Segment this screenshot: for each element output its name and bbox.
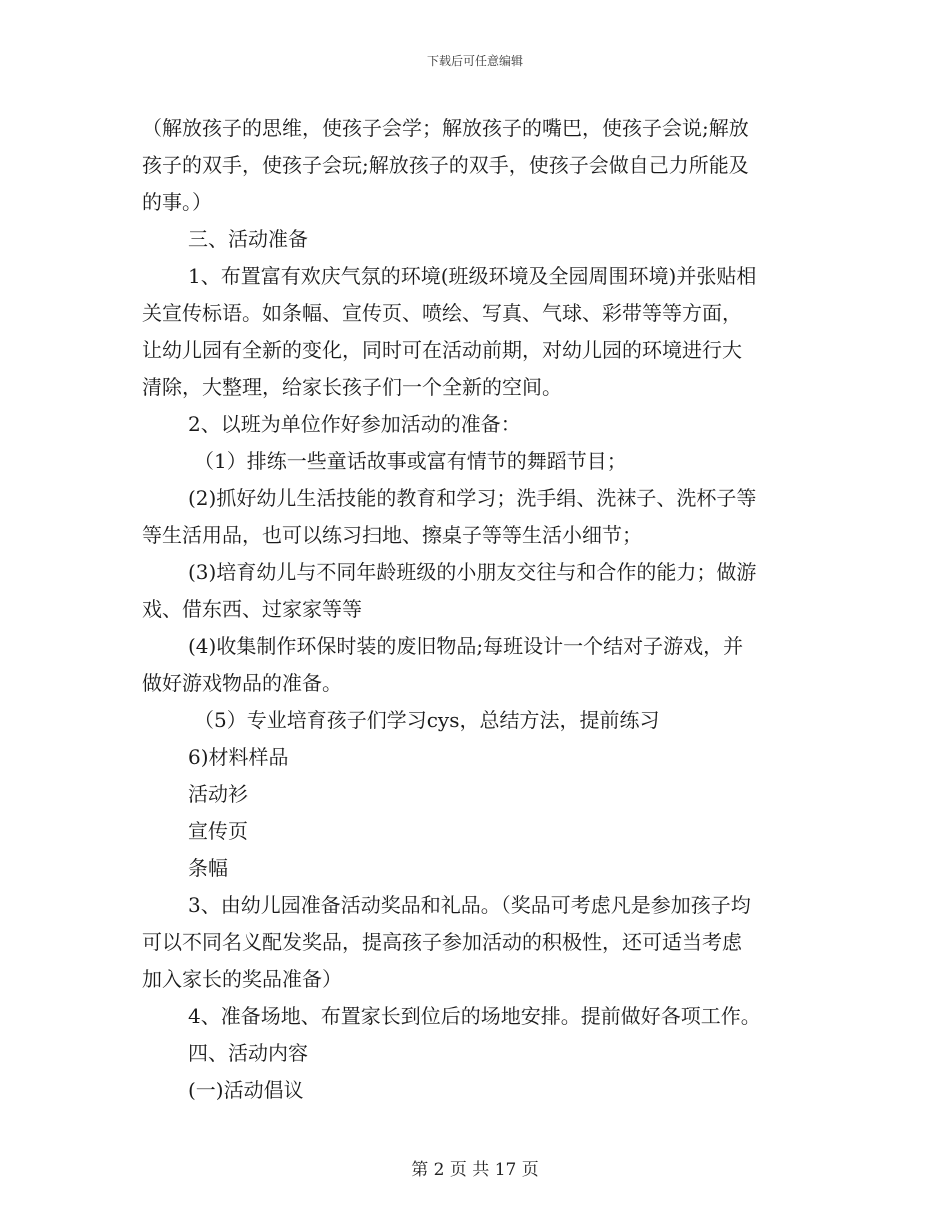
text-line: 让幼儿园有全新的变化，同时可在活动前期，对幼儿园的环境进行大 (142, 338, 742, 362)
text-line: 孩子的双手，使孩子会玩;解放孩子的双手，使孩子会做自己力所能及 (142, 153, 749, 177)
list-item: (4)收集制作环保时装的废旧物品;每班设计一个结对子游戏，并 (188, 634, 744, 658)
material-item: 条幅 (188, 856, 228, 880)
text-line: 清除，大整理，给家长孩子们一个全新的空间。 (142, 375, 562, 399)
material-item: 活动衫 (188, 782, 248, 806)
text-line: 关宣传标语。如条幅、宣传页、喷绘、写真、气球、彩带等等方面， (142, 301, 742, 325)
text-line: （解放孩子的思维，使孩子会学；解放孩子的嘴巴，使孩子会说;解放 (142, 116, 749, 140)
text-line: 1、布置富有欢庆气氛的环境(班级环境及全园周围环境)并张贴相 (188, 264, 757, 288)
page-footer: 第 2 页 共 17 页 (411, 1160, 539, 1180)
document-body (142, 110, 812, 1109)
text-line: 的事。） (142, 190, 212, 214)
list-item: （5）专业培育孩子们学习cys，总结方法，提前练习 (194, 708, 660, 732)
text-line: 可以不同名义配发奖品，提高孩子参加活动的积极性，还可适当考虑 (142, 930, 742, 954)
text-line: 4、准备场地、布置家长到位后的场地安排。提前做好各项工作。 (188, 1004, 761, 1028)
text-line: 做好游戏物品的准备。 (142, 671, 342, 695)
list-item: (3)培育幼儿与不同年龄班级的小朋友交往与和合作的能力；做游 (188, 560, 757, 584)
text-line: 3、由幼儿园准备活动奖品和礼品。（奖品可考虑凡是参加孩子均 (188, 893, 751, 917)
list-item: （1）排练一些童话故事或富有情节的舞蹈节目； (194, 449, 627, 473)
text-line: 等生活用品，也可以练习扫地、擦桌子等等生活小细节； (142, 523, 642, 547)
material-item: 宣传页 (188, 819, 248, 843)
page-header: 下载后可任意编辑 (426, 54, 523, 68)
list-item: (2)抓好幼儿生活技能的教育和学习；洗手绢、洗袜子、洗杯子等 (188, 486, 757, 510)
text-line: 加入家长的奖品准备） (142, 967, 342, 991)
text-line: 2、以班为单位作好参加活动的准备： (188, 412, 521, 436)
text-line: 戏、借东西、过家家等等 (142, 597, 362, 621)
section-heading: 三、活动准备 (188, 227, 308, 251)
section-heading: 四、活动内容 (188, 1041, 308, 1065)
subsection-heading: (一)活动倡议 (188, 1078, 304, 1102)
list-item: 6)材料样品 (188, 745, 289, 769)
